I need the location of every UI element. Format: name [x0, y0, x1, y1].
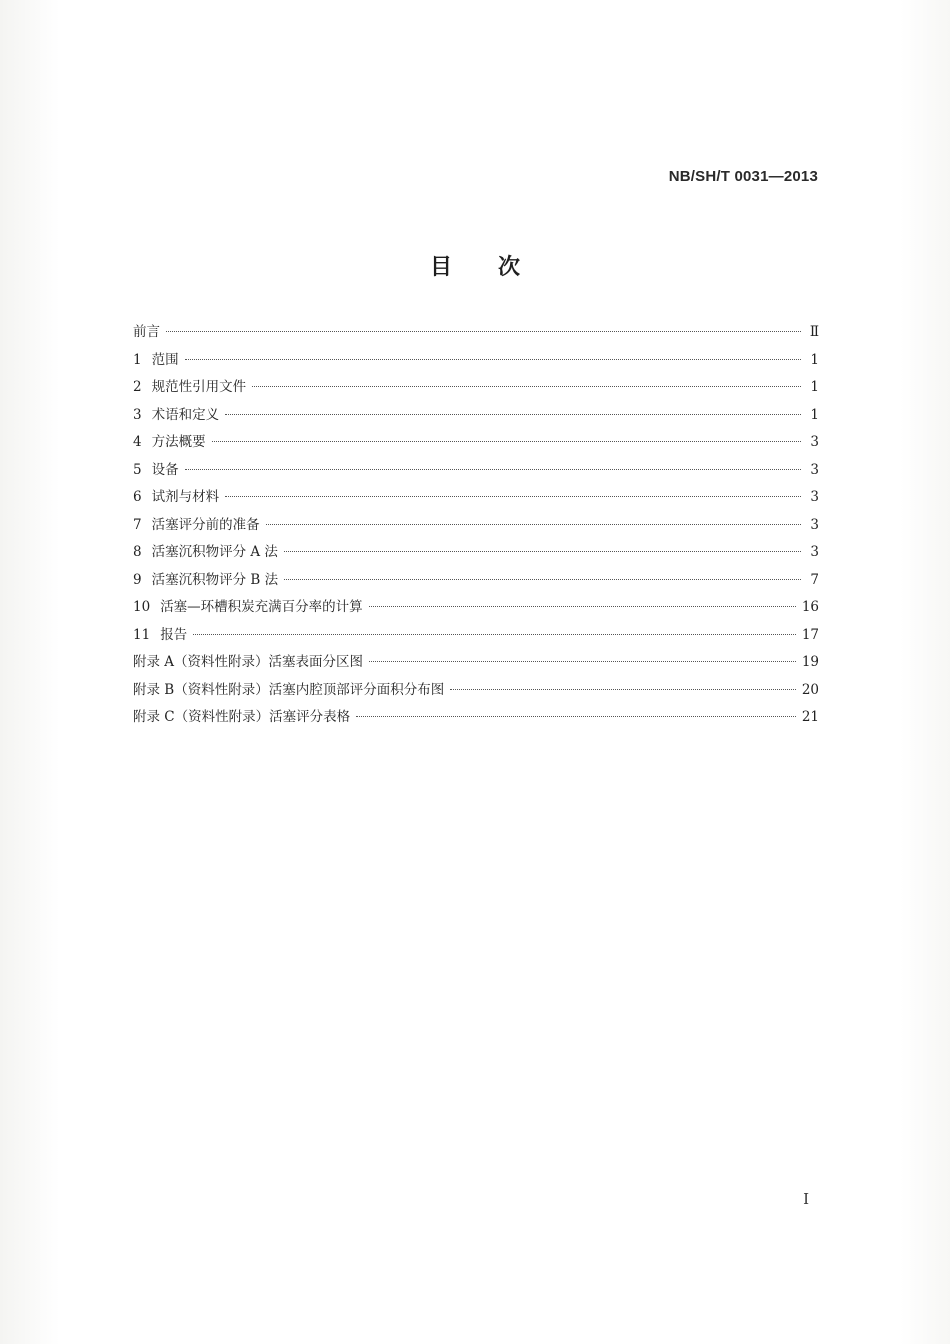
- toc-entry-label: [133, 705, 350, 725]
- toc-entry-number: 7: [133, 516, 142, 533]
- toc-title: 目次: [429, 255, 566, 280]
- dot-leader: [212, 441, 801, 442]
- toc-entry-text: 活塞—环槽积炭充满百分率的计算: [160, 599, 363, 615]
- dot-leader: [166, 331, 801, 332]
- dot-leader: [284, 579, 801, 580]
- toc-entry-page: 3: [810, 544, 819, 560]
- toc-entry-text: 附录 A（资料性附录）活塞表面分区图: [133, 654, 364, 670]
- toc-entry-text: 活塞评分前的准备: [151, 516, 260, 533]
- toc-entry-label: [133, 458, 179, 478]
- toc-entry-number: 6: [133, 489, 142, 505]
- toc-entry-label: [133, 513, 260, 533]
- toc-entry-label: [133, 568, 278, 588]
- toc-entry-page: 17: [801, 626, 819, 643]
- toc-entry-text: 规范性引用文件: [151, 379, 247, 395]
- toc-entry-label: [133, 348, 179, 368]
- toc-entry[interactable]: [133, 705, 819, 733]
- toc-entry[interactable]: [133, 513, 819, 541]
- dot-leader: [450, 689, 796, 690]
- toc-entry-text: 术语和定义: [151, 406, 220, 423]
- toc-entry-label: [133, 623, 187, 643]
- toc-entry[interactable]: [133, 458, 819, 486]
- toc-entry-label: [133, 678, 444, 698]
- toc-entry[interactable]: [133, 678, 819, 706]
- toc-entry-page: 3: [810, 461, 819, 478]
- toc-entry-page: 7: [810, 571, 819, 588]
- toc-entry[interactable]: [133, 348, 819, 376]
- toc-entry-text: 附录 B（资料性附录）活塞内腔顶部评分面积分布图: [133, 681, 445, 698]
- toc-entry-number: 10: [133, 599, 151, 615]
- dot-leader: [266, 524, 801, 525]
- toc-entry[interactable]: [133, 375, 819, 403]
- toc-entry-label: [133, 375, 246, 395]
- dot-leader: [185, 469, 801, 470]
- toc-entry-page: 3: [810, 516, 819, 533]
- toc-entry-text: 报告: [160, 626, 188, 643]
- toc-entry[interactable]: [133, 595, 819, 623]
- toc-entry-number: 8: [133, 544, 142, 560]
- toc-entry-page: 20: [801, 681, 819, 698]
- toc-entry[interactable]: [133, 623, 819, 651]
- toc-entry-page: 21: [801, 709, 819, 725]
- toc-entry[interactable]: [133, 485, 819, 513]
- toc-entry-number: 5: [133, 461, 142, 478]
- toc-entry[interactable]: [133, 403, 819, 431]
- toc-entry-page: 1: [810, 406, 819, 423]
- toc-entry[interactable]: [133, 430, 819, 458]
- toc-entry-text: 附录 C（资料性附录）活塞评分表格: [133, 709, 351, 725]
- toc-entry-page: Ⅱ: [809, 324, 819, 340]
- standard-code: NB/SH/T 0031—2013: [668, 168, 818, 185]
- toc-entry-text: 试剂与材料: [151, 489, 220, 505]
- dot-leader: [284, 551, 801, 552]
- dot-leader: [193, 634, 796, 635]
- toc-entry-page: 1: [810, 351, 819, 368]
- toc-entry-number: 2: [133, 379, 142, 395]
- dot-leader: [369, 661, 796, 662]
- toc-entry-page: 19: [801, 654, 819, 670]
- toc-entry[interactable]: [133, 320, 819, 348]
- toc-entry-text: 方法概要: [151, 434, 206, 450]
- toc-entry-label: [133, 320, 160, 340]
- toc-entry-text: 活塞沉积物评分 A 法: [151, 544, 278, 560]
- toc-entry-label: [133, 430, 206, 450]
- toc-entry-page: 1: [810, 379, 819, 395]
- toc-entry-label: [133, 485, 219, 505]
- dot-leader: [252, 386, 801, 387]
- page-number: I: [803, 1190, 809, 1208]
- toc-entry-page: 16: [801, 599, 819, 615]
- toc-entry-text: 活塞沉积物评分 B 法: [151, 571, 279, 588]
- toc-entry-number: 4: [133, 434, 142, 450]
- dot-leader: [369, 606, 796, 607]
- toc-entry-text: 设备: [151, 461, 179, 478]
- toc-entry-text: 前言: [133, 324, 160, 340]
- toc-entry-label: [133, 540, 278, 560]
- toc-entry-number: 9: [133, 571, 142, 588]
- dot-leader: [225, 414, 801, 415]
- toc-entry[interactable]: [133, 650, 819, 678]
- toc-entry-page: 3: [810, 489, 819, 505]
- toc-entry-page: 3: [810, 434, 819, 450]
- toc-entry-label: [133, 403, 219, 423]
- toc-entry-number: 3: [133, 406, 142, 423]
- dot-leader: [356, 716, 796, 717]
- toc-entry-label: [133, 595, 363, 615]
- dot-leader: [185, 359, 801, 360]
- toc-entry-text: 范围: [151, 351, 179, 368]
- toc-entry[interactable]: [133, 540, 819, 568]
- toc-entry-number: 11: [133, 626, 151, 643]
- dot-leader: [225, 496, 801, 497]
- toc-entry-number: 1: [133, 351, 142, 368]
- table-of-contents: [133, 320, 819, 733]
- toc-entry-label: [133, 650, 363, 670]
- toc-entry[interactable]: [133, 568, 819, 596]
